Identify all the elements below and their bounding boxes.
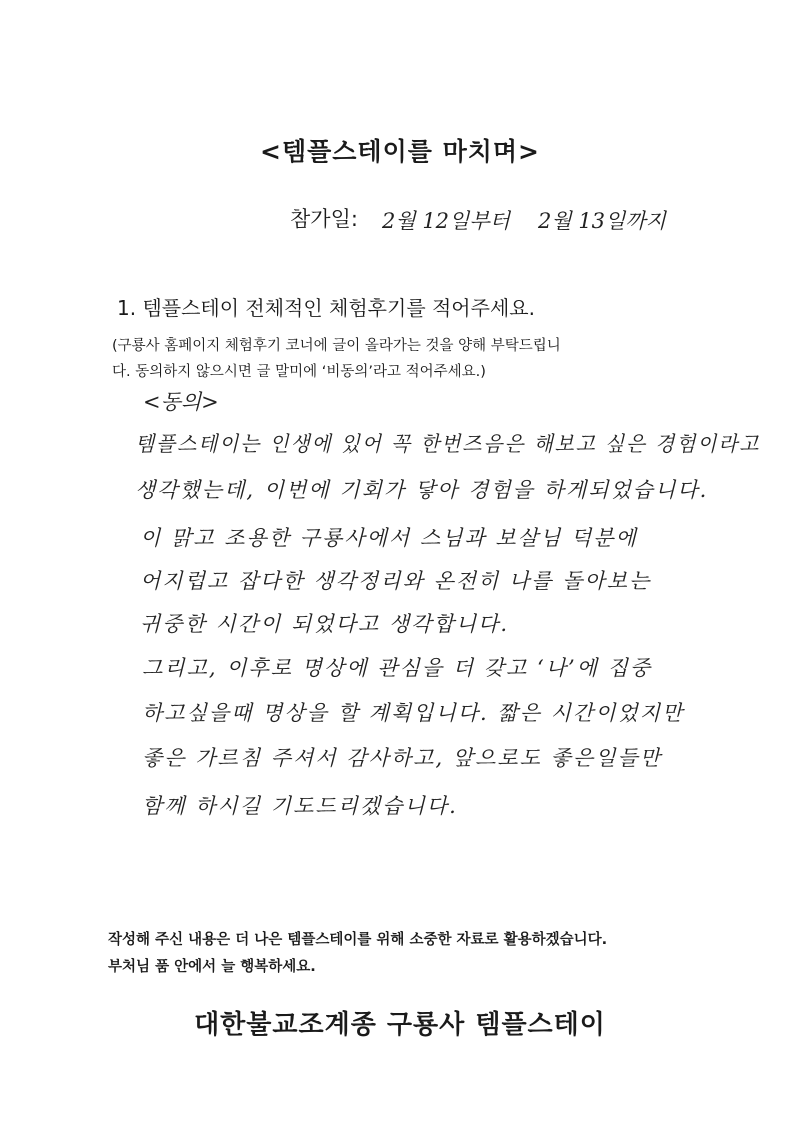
answer-line: 이 맑고 조용한 구룡사에서 스님과 보살님 덕분에	[140, 526, 638, 550]
answer-line: 그리고, 이후로 명상에 관심을 더 갖고 ‘나’에 집중	[142, 656, 653, 680]
start-date: 2월 12일부터	[382, 209, 510, 233]
answer-line: 어지럽고 잡다한 생각정리와 온전히 나를 돌아보는	[140, 569, 652, 593]
answer-line: 생각했는데, 이번에 기회가 닿아 경험을 하게되었습니다.	[135, 478, 709, 502]
page-title: <템플스테이를 마치며>	[260, 137, 540, 166]
answer-line: 귀중한 시간이 되었다고 생각합니다.	[140, 612, 509, 636]
end-date: 2월 13일까지	[538, 209, 666, 233]
question-note-line2: 다. 동의하지 않으시면 글 말미에 ‘비동의’라고 적어주세요.)	[112, 364, 486, 380]
organization-name: 대한불교조계종 구룡사 템플스테이	[194, 1010, 606, 1040]
question-note-line1: (구룡사 홈페이지 체험후기 코너에 글이 올라가는 것을 양해 부탁드립니	[112, 338, 561, 354]
footer-note: 작성해 주신 내용은 더 나은 템플스테이를 위해 소중한 자료로 활용하겠습니다.	[108, 932, 608, 948]
consent-mark: <동의>	[143, 390, 219, 414]
footer-blessing: 부처님 품 안에서 늘 행복하세요.	[108, 959, 316, 975]
answer-line: 템플스테이는 인생에 있어 꼭 한번즈음은 해보고 싶은 경험이라고	[135, 432, 761, 456]
answer-line: 하고싶을때 명상을 할 계획입니다. 짧은 시간이었지만	[142, 701, 685, 725]
answer-line: 함께 하시길 기도드리겠습니다.	[142, 794, 458, 818]
dates-label: 참가일:	[290, 207, 358, 231]
answer-line: 좋은 가르침 주셔서 감사하고, 앞으로도 좋은일들만	[142, 746, 663, 770]
question-title: 1. 템플스테이 전체적인 체험후기를 적어주세요.	[117, 296, 535, 320]
